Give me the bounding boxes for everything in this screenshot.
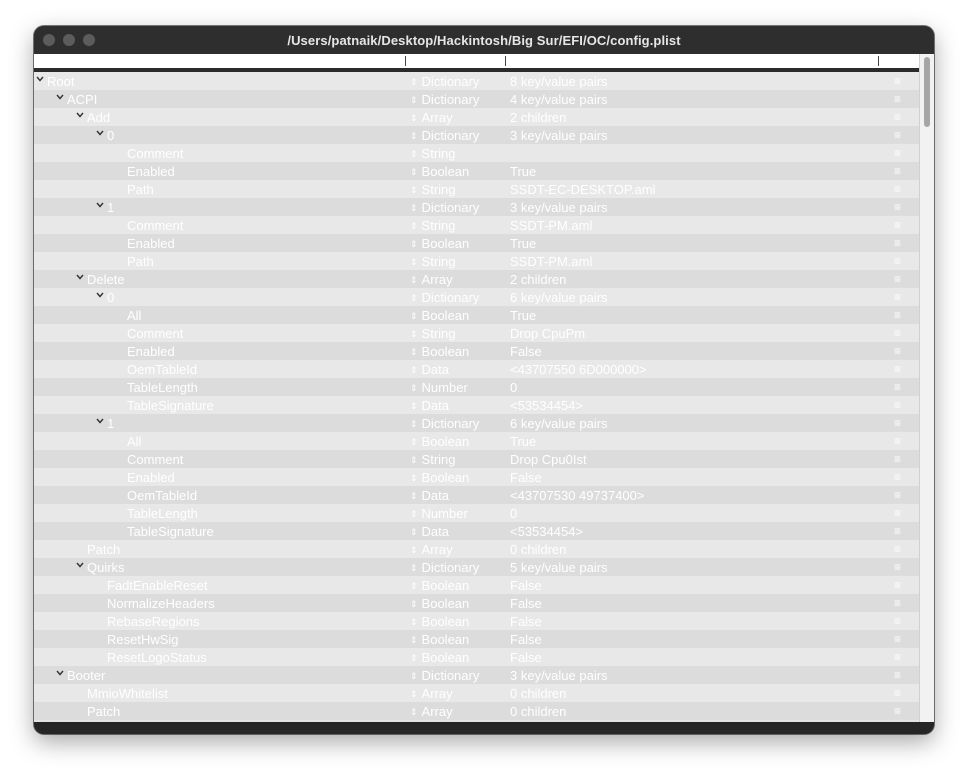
updown-arrows-icon: ⇕ <box>410 311 418 321</box>
outline-row[interactable] <box>34 396 919 414</box>
updown-arrows-icon: ⇕ <box>410 293 418 303</box>
outline-row[interactable] <box>34 90 919 108</box>
hamburger-menu-icon[interactable]: ≡ <box>894 218 902 232</box>
hamburger-menu-icon[interactable]: ≡ <box>894 92 902 106</box>
row-type-selector[interactable] <box>410 380 468 395</box>
row-type-selector[interactable] <box>410 92 479 107</box>
row-value[interactable]: 6 key/value pairs <box>510 290 608 305</box>
updown-arrows-icon: ⇕ <box>410 527 418 537</box>
row-type-selector[interactable] <box>410 632 469 647</box>
row-value[interactable]: False <box>510 344 542 359</box>
row-type-label: Dictionary <box>421 128 480 143</box>
hamburger-menu-icon[interactable]: ≡ <box>894 470 902 484</box>
row-value[interactable]: True <box>510 434 537 449</box>
row-value[interactable]: 5 key/value pairs <box>510 560 608 575</box>
column-divider-key-type[interactable] <box>405 56 406 66</box>
chevron-down-icon[interactable] <box>96 202 104 208</box>
hamburger-menu-icon[interactable]: ≡ <box>894 524 902 538</box>
row-type-label: Dictionary <box>421 290 480 305</box>
row-type-label: Boolean <box>421 236 470 251</box>
row-type-label: Number <box>421 506 468 521</box>
hamburger-menu-icon[interactable]: ≡ <box>894 542 902 556</box>
outline-row[interactable] <box>34 414 919 432</box>
row-key[interactable]: Comment <box>127 452 184 467</box>
row-key[interactable]: OemTableId <box>127 362 198 377</box>
row-value[interactable]: 8 key/value pairs <box>510 74 608 89</box>
row-value[interactable]: 0 children <box>510 704 567 719</box>
updown-arrows-icon: ⇕ <box>410 617 418 627</box>
window-title: /Users/patnaik/Desktop/Hackintosh/Big Sur/EFI/OC/config.plist <box>287 32 681 48</box>
row-key[interactable]: FadtEnableReset <box>107 578 208 593</box>
row-key[interactable]: NormalizeHeaders <box>107 596 215 611</box>
zoom-button[interactable] <box>83 34 95 46</box>
row-value[interactable]: False <box>510 470 542 485</box>
outline-row[interactable] <box>34 288 919 306</box>
hamburger-menu-icon[interactable]: ≡ <box>894 326 902 340</box>
updown-arrows-icon: ⇕ <box>410 77 418 87</box>
row-value[interactable]: 4 key/value pairs <box>510 92 608 107</box>
row-key[interactable]: Path <box>127 182 154 197</box>
row-value[interactable]: 2 children <box>510 110 567 125</box>
updown-arrows-icon: ⇕ <box>410 491 418 501</box>
updown-arrows-icon: ⇕ <box>410 671 418 681</box>
row-type-label: Boolean <box>421 596 470 611</box>
updown-arrows-icon: ⇕ <box>410 563 418 573</box>
outline-row[interactable] <box>34 216 919 234</box>
row-type-label: String <box>421 218 456 233</box>
row-key[interactable]: Enabled <box>127 344 175 359</box>
row-type-selector[interactable] <box>410 524 449 539</box>
row-value[interactable]: 2 children <box>510 272 567 287</box>
row-type-label: String <box>421 452 456 467</box>
hamburger-menu-icon[interactable]: ≡ <box>894 632 902 646</box>
row-key[interactable]: Enabled <box>127 164 175 179</box>
hamburger-menu-icon[interactable]: ≡ <box>894 164 902 178</box>
row-key[interactable]: Delete <box>87 272 125 287</box>
hamburger-menu-icon[interactable]: ≡ <box>894 686 902 700</box>
row-type-label: Boolean <box>421 650 470 665</box>
row-key[interactable]: Comment <box>127 326 184 341</box>
outline-row[interactable] <box>34 522 919 540</box>
chevron-down-icon[interactable] <box>36 76 44 82</box>
updown-arrows-icon: ⇕ <box>410 149 418 159</box>
updown-arrows-icon: ⇕ <box>410 167 418 177</box>
row-type-label: Array <box>421 110 453 125</box>
row-type-selector[interactable] <box>410 182 456 197</box>
row-value[interactable]: 6 key/value pairs <box>510 416 608 431</box>
outline-row[interactable] <box>34 648 919 666</box>
outline-row[interactable] <box>34 486 919 504</box>
row-type-selector[interactable] <box>410 290 479 305</box>
row-type-selector[interactable] <box>410 236 469 251</box>
row-type-label: String <box>421 146 456 161</box>
updown-arrows-icon: ⇕ <box>410 401 418 411</box>
row-type-selector[interactable] <box>410 668 479 683</box>
row-value[interactable]: 0 <box>510 506 518 521</box>
outline-row[interactable] <box>34 144 919 162</box>
updown-arrows-icon: ⇕ <box>410 239 418 249</box>
row-type-selector[interactable] <box>410 74 479 89</box>
row-type-selector[interactable] <box>410 488 449 503</box>
row-value[interactable]: False <box>510 614 542 629</box>
row-value[interactable]: True <box>510 236 537 251</box>
outline-row[interactable] <box>34 666 919 684</box>
row-value[interactable]: SSDT-PM.aml <box>510 254 593 269</box>
row-type-selector[interactable] <box>410 362 449 377</box>
updown-arrows-icon: ⇕ <box>410 221 418 231</box>
outline-row[interactable] <box>34 180 919 198</box>
row-key[interactable]: TableSignature <box>127 524 214 539</box>
row-value[interactable]: False <box>510 578 542 593</box>
updown-arrows-icon: ⇕ <box>410 635 418 645</box>
row-type-selector[interactable] <box>410 650 469 665</box>
row-key[interactable]: 0 <box>107 290 115 305</box>
minimize-button[interactable] <box>63 34 75 46</box>
chevron-down-icon[interactable] <box>56 94 64 100</box>
hamburger-menu-icon[interactable]: ≡ <box>894 146 902 160</box>
row-value[interactable]: 0 <box>510 380 518 395</box>
row-type-selector[interactable] <box>410 596 469 611</box>
hamburger-menu-icon[interactable]: ≡ <box>894 182 902 196</box>
row-value[interactable]: True <box>510 164 537 179</box>
title-bar <box>34 26 934 54</box>
outline-row[interactable] <box>34 162 919 180</box>
row-key[interactable]: ResetHwSig <box>107 632 179 647</box>
row-type-selector[interactable] <box>410 164 469 179</box>
row-value[interactable]: 0 children <box>510 542 567 557</box>
row-value[interactable]: <53534454> <box>510 524 584 539</box>
row-type-selector[interactable] <box>410 254 456 269</box>
outline-row[interactable] <box>34 342 919 360</box>
row-type-selector[interactable] <box>410 470 469 485</box>
outline-row[interactable] <box>34 252 919 270</box>
outline-row[interactable] <box>34 198 919 216</box>
updown-arrows-icon: ⇕ <box>410 653 418 663</box>
hamburger-menu-icon[interactable]: ≡ <box>894 452 902 466</box>
row-value[interactable]: 3 key/value pairs <box>510 128 608 143</box>
row-type-label: Boolean <box>421 344 470 359</box>
hamburger-menu-icon[interactable]: ≡ <box>894 272 902 286</box>
row-type-label: Number <box>421 380 468 395</box>
row-type-label: String <box>421 182 456 197</box>
updown-arrows-icon: ⇕ <box>410 95 418 105</box>
updown-arrows-icon: ⇕ <box>410 437 418 447</box>
row-value[interactable]: False <box>510 632 542 647</box>
vertical-scrollbar[interactable] <box>919 54 934 722</box>
row-type-selector[interactable] <box>410 704 453 719</box>
row-value[interactable]: <43707530 49737400> <box>510 488 645 503</box>
updown-arrows-icon: ⇕ <box>410 581 418 591</box>
updown-arrows-icon: ⇕ <box>410 599 418 609</box>
row-type-selector[interactable] <box>410 578 469 593</box>
row-value[interactable]: True <box>510 308 537 323</box>
row-type-selector[interactable] <box>410 326 456 341</box>
row-type-label: Array <box>421 686 453 701</box>
row-type-label: String <box>421 326 456 341</box>
hamburger-menu-icon[interactable]: ≡ <box>894 650 902 664</box>
row-type-label: Array <box>421 272 453 287</box>
row-type-label: Boolean <box>421 434 470 449</box>
outline-row[interactable] <box>34 324 919 342</box>
row-type-selector[interactable] <box>410 308 469 323</box>
scrollbar-thumb[interactable] <box>924 57 930 127</box>
outline-row[interactable] <box>34 684 919 702</box>
updown-arrows-icon: ⇕ <box>410 329 418 339</box>
outline-row[interactable] <box>34 594 919 612</box>
updown-arrows-icon: ⇕ <box>410 185 418 195</box>
row-type-label: Boolean <box>421 164 470 179</box>
row-type-selector[interactable] <box>410 218 456 233</box>
outline-row[interactable] <box>34 612 919 630</box>
row-type-label: Dictionary <box>421 416 480 431</box>
row-type-label: Dictionary <box>421 560 480 575</box>
row-type-label: Data <box>421 362 450 377</box>
row-key[interactable]: 1 <box>107 416 115 431</box>
chevron-down-icon[interactable] <box>76 274 84 280</box>
row-type-selector[interactable] <box>410 686 453 701</box>
updown-arrows-icon: ⇕ <box>410 455 418 465</box>
row-key[interactable]: TableSignature <box>127 398 214 413</box>
outline-row[interactable] <box>34 432 919 450</box>
row-type-label: Dictionary <box>421 74 480 89</box>
column-divider-type-value[interactable] <box>505 56 506 66</box>
row-key[interactable]: TableLength <box>127 506 198 521</box>
updown-arrows-icon: ⇕ <box>410 545 418 555</box>
hamburger-menu-icon[interactable]: ≡ <box>894 668 902 682</box>
row-type-label: Boolean <box>421 470 470 485</box>
row-type-selector[interactable] <box>410 560 479 575</box>
row-key[interactable]: Enabled <box>127 470 175 485</box>
updown-arrows-icon: ⇕ <box>410 473 418 483</box>
hamburger-menu-icon[interactable]: ≡ <box>894 254 902 268</box>
hamburger-menu-icon[interactable]: ≡ <box>894 362 902 376</box>
row-key[interactable]: Patch <box>87 704 121 719</box>
hamburger-menu-icon[interactable]: ≡ <box>894 488 902 502</box>
row-key[interactable]: All <box>127 434 142 449</box>
row-value[interactable]: <53534454> <box>510 398 584 413</box>
hamburger-menu-icon[interactable]: ≡ <box>894 74 902 88</box>
row-type-label: Data <box>421 524 450 539</box>
row-key[interactable]: 0 <box>107 128 115 143</box>
hamburger-menu-icon[interactable]: ≡ <box>894 308 902 322</box>
row-key[interactable]: Booter <box>67 668 106 683</box>
row-value[interactable]: False <box>510 596 542 611</box>
chevron-down-icon[interactable] <box>96 130 104 136</box>
row-type-label: Data <box>421 488 450 503</box>
outline-row[interactable] <box>34 270 919 288</box>
outline-row[interactable] <box>34 234 919 252</box>
row-type-label: Dictionary <box>421 668 480 683</box>
hamburger-menu-icon[interactable]: ≡ <box>894 200 902 214</box>
row-value[interactable]: 3 key/value pairs <box>510 200 608 215</box>
row-key[interactable]: Add <box>87 110 111 125</box>
outline-row[interactable] <box>34 360 919 378</box>
outline-row[interactable] <box>34 468 919 486</box>
row-value[interactable]: 0 children <box>510 686 567 701</box>
row-key[interactable]: Path <box>127 254 154 269</box>
outline-row[interactable] <box>34 126 919 144</box>
outline-row[interactable] <box>34 558 919 576</box>
row-type-selector[interactable] <box>410 398 449 413</box>
row-type-label: Boolean <box>421 614 470 629</box>
updown-arrows-icon: ⇕ <box>410 383 418 393</box>
row-type-selector[interactable] <box>410 434 469 449</box>
row-type-label: Boolean <box>421 578 470 593</box>
row-type-label: Boolean <box>421 308 470 323</box>
row-type-label: Dictionary <box>421 200 480 215</box>
updown-arrows-icon: ⇕ <box>410 509 418 519</box>
updown-arrows-icon: ⇕ <box>410 257 418 267</box>
outline-row[interactable] <box>34 504 919 522</box>
row-key[interactable]: RebaseRegions <box>107 614 200 629</box>
plist-outline-view[interactable] <box>34 72 919 722</box>
hamburger-menu-icon[interactable]: ≡ <box>894 344 902 358</box>
row-value[interactable]: SSDT-PM.aml <box>510 218 593 233</box>
hamburger-menu-icon[interactable]: ≡ <box>894 110 902 124</box>
row-key[interactable]: All <box>127 308 142 323</box>
row-key[interactable]: 1 <box>107 200 115 215</box>
row-key[interactable]: Comment <box>127 146 184 161</box>
window-bottom-bar <box>34 722 934 734</box>
chevron-down-icon[interactable] <box>76 112 84 118</box>
hamburger-menu-icon[interactable]: ≡ <box>894 398 902 412</box>
updown-arrows-icon: ⇕ <box>410 419 418 429</box>
updown-arrows-icon: ⇕ <box>410 275 418 285</box>
updown-arrows-icon: ⇕ <box>410 365 418 375</box>
plist-editor-window <box>34 26 934 734</box>
row-type-selector[interactable] <box>410 542 453 557</box>
row-key[interactable]: TableLength <box>127 380 198 395</box>
row-key[interactable]: ACPI <box>67 92 98 107</box>
row-type-selector[interactable] <box>410 128 479 143</box>
row-value[interactable]: Drop Cpu0Ist <box>510 452 587 467</box>
outline-row[interactable] <box>34 378 919 396</box>
outline-row[interactable] <box>34 702 919 720</box>
chevron-down-icon[interactable] <box>56 670 64 676</box>
hamburger-menu-icon[interactable]: ≡ <box>894 506 902 520</box>
updown-arrows-icon: ⇕ <box>410 203 418 213</box>
column-header <box>34 54 919 71</box>
row-type-label: Array <box>421 704 453 719</box>
row-value[interactable]: False <box>510 650 542 665</box>
outline-row[interactable] <box>34 306 919 324</box>
row-key[interactable]: MmioWhitelist <box>87 686 168 701</box>
row-type-selector[interactable] <box>410 110 453 125</box>
row-type-selector[interactable] <box>410 344 469 359</box>
chevron-down-icon[interactable] <box>96 292 104 298</box>
row-type-selector[interactable] <box>410 506 468 521</box>
row-type-label: Array <box>421 542 453 557</box>
column-divider-value-menu[interactable] <box>878 56 879 66</box>
hamburger-menu-icon[interactable]: ≡ <box>894 596 902 610</box>
updown-arrows-icon: ⇕ <box>410 347 418 357</box>
outline-row[interactable] <box>34 450 919 468</box>
row-key[interactable]: Patch <box>87 542 121 557</box>
row-key[interactable]: Quirks <box>87 560 125 575</box>
row-key[interactable]: ResetLogoStatus <box>107 650 207 665</box>
hamburger-menu-icon[interactable]: ≡ <box>894 236 902 250</box>
row-type-selector[interactable] <box>410 416 479 431</box>
window-controls <box>43 34 95 46</box>
hamburger-menu-icon[interactable]: ≡ <box>894 434 902 448</box>
hamburger-menu-icon[interactable]: ≡ <box>894 578 902 592</box>
row-type-label: Data <box>421 398 450 413</box>
hamburger-menu-icon[interactable]: ≡ <box>894 290 902 304</box>
hamburger-menu-icon[interactable]: ≡ <box>894 704 902 718</box>
chevron-down-icon[interactable] <box>76 562 84 568</box>
row-key[interactable]: Root <box>47 74 75 89</box>
close-button[interactable] <box>43 34 55 46</box>
hamburger-menu-icon[interactable]: ≡ <box>894 614 902 628</box>
row-type-selector[interactable] <box>410 200 479 215</box>
row-type-label: Boolean <box>421 632 470 647</box>
row-type-label: Dictionary <box>421 92 480 107</box>
updown-arrows-icon: ⇕ <box>410 113 418 123</box>
outline-row[interactable] <box>34 576 919 594</box>
row-value[interactable]: 3 key/value pairs <box>510 668 608 683</box>
row-key[interactable]: Comment <box>127 218 184 233</box>
row-type-selector[interactable] <box>410 146 456 161</box>
row-type-selector[interactable] <box>410 272 453 287</box>
outline-row[interactable] <box>34 108 919 126</box>
outline-row[interactable] <box>34 540 919 558</box>
chevron-down-icon[interactable] <box>96 418 104 424</box>
outline-row[interactable] <box>34 630 919 648</box>
row-type-selector[interactable] <box>410 614 469 629</box>
updown-arrows-icon: ⇕ <box>410 131 418 141</box>
row-value[interactable]: SSDT-EC-DESKTOP.aml <box>510 182 656 197</box>
hamburger-menu-icon[interactable]: ≡ <box>894 380 902 394</box>
row-type-selector[interactable] <box>410 452 456 467</box>
hamburger-menu-icon[interactable]: ≡ <box>894 560 902 574</box>
row-value[interactable]: <43707550 6D000000> <box>510 362 647 377</box>
updown-arrows-icon: ⇕ <box>410 689 418 699</box>
outline-row[interactable] <box>34 72 919 90</box>
updown-arrows-icon: ⇕ <box>410 707 418 717</box>
hamburger-menu-icon[interactable]: ≡ <box>894 128 902 142</box>
row-value[interactable]: Drop CpuPm <box>510 326 586 341</box>
hamburger-menu-icon[interactable]: ≡ <box>894 416 902 430</box>
row-key[interactable]: OemTableId <box>127 488 198 503</box>
row-key[interactable]: Enabled <box>127 236 175 251</box>
row-type-label: String <box>421 254 456 269</box>
